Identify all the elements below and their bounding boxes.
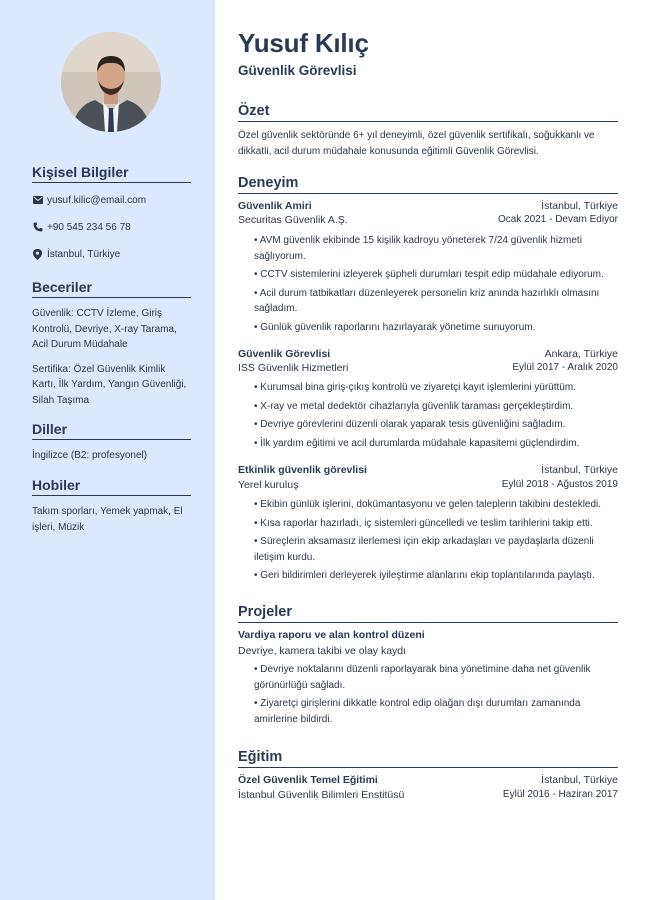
list-item: • Ziyaretçi girişlerini dikkatle kontrol edip olağan dışı durumları zamanında amirlerine bildirdi. (254, 698, 581, 725)
job-position: Güvenlik Amiri (238, 200, 312, 212)
job-location: İstanbul, Türkiye (541, 200, 618, 212)
skills-section (32, 279, 191, 416)
experience-title: Deneyim (238, 175, 618, 194)
phone-text[interactable]: +90 545 234 56 78 (47, 221, 131, 233)
job-dates: Ocak 2021 - Devam Ediyor (497, 214, 618, 225)
phone-row (32, 220, 191, 234)
list-item: • Süreçlerin aksamasız ilerlemesi için ekip arkadaşları ve paydaşlarla düzenli iletişim kurdu. (254, 536, 594, 563)
location-row (32, 247, 191, 261)
list-item: • Günlük güvenlik raporlarını hazırlayarak yönetime sunuyorum. (254, 321, 536, 333)
job-dates: Eylül 2018 - Ağustos 2019 (501, 479, 618, 490)
list-item: • CCTV sistemlerini izleyerek şüpheli durumları tespit edip müdahale ediyorum. (254, 269, 604, 280)
job-position: Etkinlik güvenlik görevlisi (238, 464, 367, 476)
list-item: • AVM güvenlik ekibinde 15 kişilik kadroyu yöneterek 7/24 güvenlik hizmeti sağlıyorum. (254, 235, 582, 262)
person-role: Güvenlik Görevlisi (238, 63, 357, 78)
hobbies-text: Takım sporları, Yemek yapmak, El işleri, Müzik (32, 506, 183, 533)
summary-text: Özel güvenlik sektöründe 6+ yıl deneyimli, özel güvenlik sertifikalı, soğukkanlı ve dikkatli, acil durum müdahale konusunda eğitimli Güvenlik Görevlisi. (238, 130, 595, 157)
avatar (61, 32, 161, 132)
list-item: • Ekibin günlük işlerini, dokümantasyonu ve gelen taleplerin takibini destekledi. (254, 499, 602, 510)
job-position: Güvenlik Görevlisi (238, 348, 331, 360)
job-company: ISS Güvenlik Hizmetleri (238, 362, 349, 374)
skills-title: Beceriler (32, 279, 191, 298)
job-3-bullets (254, 497, 618, 587)
job-location: İstanbul, Türkiye (541, 464, 618, 476)
skills-certificates: Sertifika: Özel Güvenlik Kimlik Kartı, İlk Yardım, Yangın Güvenliği, Silah Taşıma (32, 363, 187, 406)
location-pin-icon (32, 249, 43, 260)
location-text: İstanbul, Türkiye (47, 248, 121, 260)
languages-title: Diller (32, 421, 191, 440)
education-school: İstanbul Güvenlik Bilimleri Enstitüsü (238, 789, 405, 801)
education-program: Özel Güvenlik Temel Eğitimi (238, 774, 378, 786)
job-2-subheader (238, 362, 618, 374)
job-1-subheader (238, 214, 618, 226)
job-2-bullets (254, 380, 618, 454)
job-1-bullets (254, 233, 618, 338)
personal-info-section (32, 164, 191, 274)
personal-info-title: Kişisel Bilgiler (32, 164, 191, 183)
list-item: • İlk yardım eğitimi ve acil durumlarda müdahale kapasitemi güçlendirdim. (254, 437, 580, 449)
languages-section (32, 421, 191, 472)
list-item: • Geri bildirimleri derleyerek iyileştirme alanlarını ekip toplantılarında paylaştı. (254, 570, 595, 581)
hobbies-section (32, 477, 191, 543)
skills-security: Güvenlik: CCTV İzleme, Giriş Kontrolü, Devriye, X-ray Tarama, Acil Durum Müdahale (32, 308, 177, 350)
education-title: Eğitim (238, 749, 618, 768)
project-subtitle: Devriye, kamera takibi ve olay kaydı (238, 645, 407, 657)
project-subheader (238, 645, 618, 657)
person-name: Yusuf Kılıç (238, 28, 369, 58)
list-item: • Devriye görevlerini düzenli olarak yaparak tesis güvenliğini sağladım. (254, 419, 566, 430)
list-item: • Kısa raporlar hazırladı, iç sistemleri güncelledi ve teslim tarihlerini takip etti. (254, 517, 593, 529)
job-2-header (238, 348, 618, 360)
projects-title: Projeler (238, 604, 618, 623)
job-1-header (238, 200, 618, 212)
hobbies-title: Hobiler (32, 477, 191, 496)
job-dates: Eylül 2017 - Aralık 2020 (512, 362, 618, 373)
summary-title: Özet (238, 103, 618, 122)
project-bullets (254, 662, 618, 730)
email-text[interactable]: yusuf.kilic@email.com (47, 194, 147, 206)
project-name: Vardiya raporu ve alan kontrol düzeni (238, 629, 425, 641)
email-row (32, 193, 191, 207)
education-header (238, 774, 618, 786)
profile-photo (61, 32, 161, 132)
education-dates: Eylül 2016 - Haziran 2017 (502, 789, 618, 800)
list-item: • Acil durum tatbikatları düzenleyerek personelin kriz anında hazırlıklı olmasını sağladım. (254, 287, 600, 314)
list-item: • Devriye noktalarını düzenli raporlayarak bina yönetimine daha net güvenlik görünürlüğü sağladı. (254, 664, 591, 691)
education-location: İstanbul, Türkiye (541, 774, 618, 786)
job-3-header (238, 464, 618, 476)
project-header (238, 629, 618, 641)
education-subheader (238, 789, 618, 801)
job-company: Yerel kuruluş (238, 479, 299, 491)
job-3-subheader (238, 479, 618, 491)
phone-icon (32, 222, 43, 233)
job-location: Ankara, Türkiye (544, 348, 618, 360)
list-item: • X-ray ve metal dedektör cihazlarıyla güvenlik taraması gerçekleştirdim. (254, 400, 574, 412)
list-item: • Kurumsal bina giriş-çıkış kontrolü ve ziyaretçi kayıt işlemlerini yürüttüm. (254, 382, 576, 393)
job-company: Securitas Güvenlik A.Ş. (238, 214, 348, 226)
languages-text: İngilizce (B2: profesyonel) (32, 450, 148, 461)
envelope-icon (32, 195, 43, 206)
